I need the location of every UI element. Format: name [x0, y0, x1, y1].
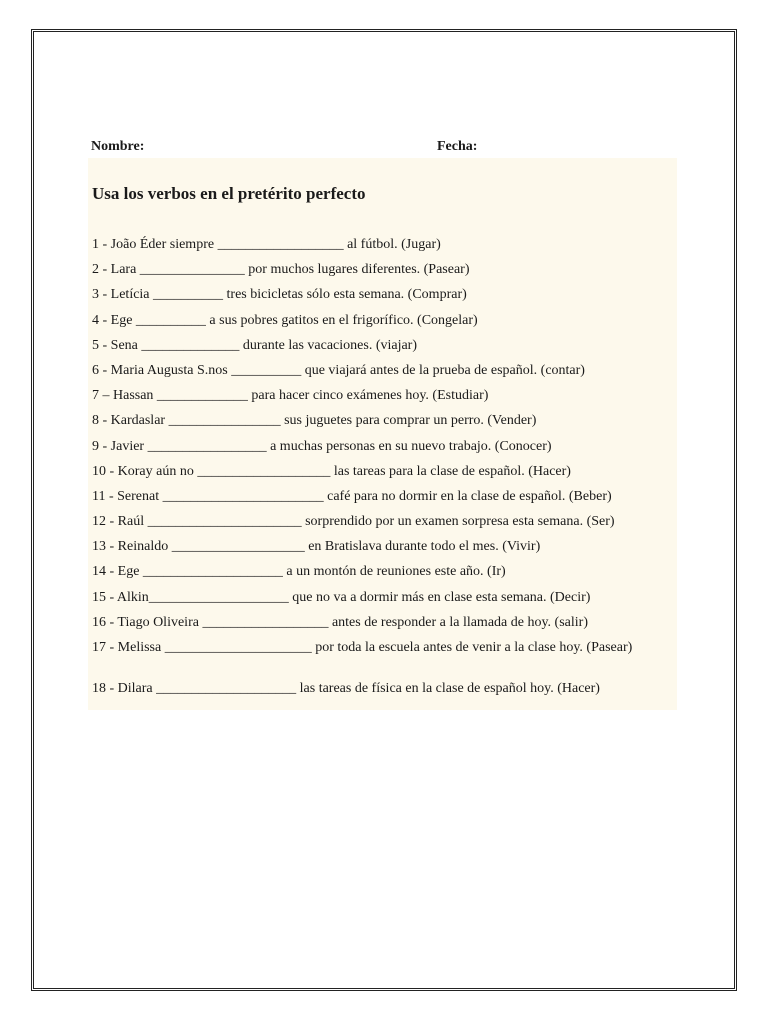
exercise-item: 7 – Hassan _____________ para hacer cinco exámenes hoy. (Estudiar)	[92, 388, 489, 404]
exercise-item: 4 - Ege __________ a sus pobres gatitos en el frigorífico. (Congelar)	[92, 312, 478, 328]
exercise-item: 2 - Lara _______________ por muchos lugares diferentes. (Pasear)	[92, 262, 470, 278]
exercise-item: 15 - Alkin____________________ que no va a dormir más en clase esta semana. (Decir)	[92, 589, 591, 605]
exercise-list	[92, 236, 652, 705]
exercise-item: 18 - Dilara ____________________ las tareas de física en la clase de español hoy. (Hacer)	[92, 681, 600, 696]
exercise-item: 16 - Tiago Oliveira __________________ antes de responder a la llamada de hoy. (salir)	[92, 614, 588, 630]
exercise-item: 9 - Javier _________________ a muchas personas en su nuevo trabajo. (Conocer)	[92, 438, 552, 454]
exercise-item: 1 - João Éder siempre __________________ al fútbol. (Jugar)	[92, 237, 441, 252]
exercise-item: 11 - Serenat _______________________ café para no dormir en la clase de español. (Beber)	[92, 488, 612, 504]
exercise-item: 5 - Sena ______________ durante las vacaciones. (viajar)	[92, 337, 418, 353]
exercise-item: 3 - Letícia __________ tres bicicletas sólo esta semana. (Comprar)	[92, 287, 467, 303]
exercise-item: 13 - Reinaldo ___________________ en Bratislava durante todo el mes. (Vivir)	[92, 539, 541, 555]
exercise-item: 10 - Koray aún no ___________________ las tareas para la clase de español. (Hacer)	[92, 463, 571, 479]
worksheet-title: Usa los verbos en el pretérito perfecto	[92, 184, 366, 203]
name-label: Nombre:	[91, 139, 145, 154]
worksheet-header	[91, 139, 681, 157]
worksheet-panel	[88, 158, 677, 710]
exercise-item: 14 - Ege ____________________ a un montón de reuniones este año. (Ir)	[92, 564, 506, 580]
date-label: Fecha:	[437, 139, 478, 154]
exercise-item: 12 - Raúl ______________________ sorprendido por un examen sorpresa esta semana. (Ser)	[92, 514, 615, 530]
exercise-item: 6 - Maria Augusta S.nos __________ que viajará antes de la prueba de español. (contar)	[92, 362, 585, 378]
exercise-item: 17 - Melissa _____________________ por toda la escuela antes de venir a la clase hoy. (Pasear)	[92, 640, 633, 655]
exercise-item: 8 - Kardaslar ________________ sus juguetes para comprar un perro. (Vender)	[92, 413, 537, 429]
